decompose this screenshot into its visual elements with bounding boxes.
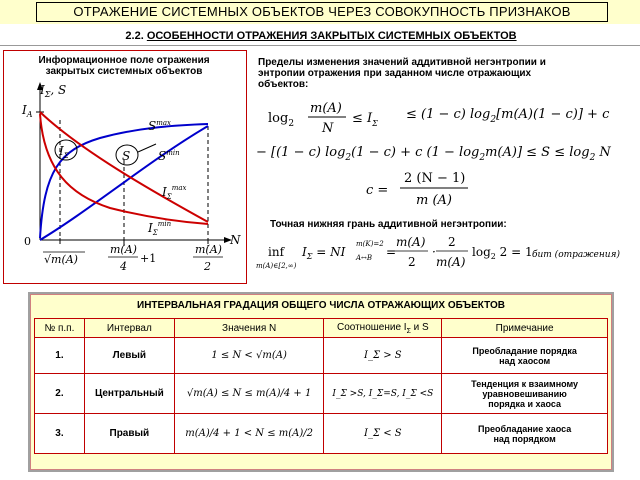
table-row [35, 374, 608, 414]
header-interval: Интервал [84, 319, 174, 338]
gradation-table [34, 318, 608, 454]
bounds-line2: − [(1 − c) $\log_2(1 - c) + c$ $(1 - \log_2m(A)] \le S \le \log_2 N$ [256, 145, 611, 163]
row-note: Тенденция к взаимному уравновешиванию порядка и хаоса [442, 374, 608, 414]
formula-intro-line1: Пределы изменения значений аддитивной негэнтропии и [258, 57, 546, 68]
formula-intro-line2: энтропии отражения при заданном числе отражающих [258, 68, 532, 79]
circle-i-label: $I_\Sigma$ [59, 144, 69, 160]
s-min-curve [40, 126, 208, 240]
inf-sub: m(A)∈[2,∞) [256, 262, 297, 270]
row-note: Преобладание порядка над хаосом [442, 338, 608, 374]
row-values: 1 ≤ N < √m(A) [174, 338, 324, 374]
formula-intro [258, 57, 608, 90]
inf-unit: бит (отражения) [532, 250, 621, 260]
inf-word: inf [268, 245, 285, 259]
bounds-line1-frac-den: N [322, 121, 334, 136]
row-ratio: I_Σ > S [324, 338, 442, 374]
bounds-line1-upper: ≤ (1 − c) $\log_2[m(A)(1 - c)] + c$ [406, 107, 610, 125]
inf-sub2: A↔B [356, 254, 373, 262]
inf-sup: m(K)=2 [356, 240, 384, 248]
graph-caption-line2: закрытых системных объектов [45, 66, 203, 77]
ia-label: $I_A$ [22, 103, 33, 119]
row-ratio: I_Σ >S, I_Σ=S, I_Σ <S [324, 374, 442, 414]
header-values: Значения N [174, 319, 324, 338]
s-max-label: $S^{max}$ [148, 119, 171, 133]
graph-caption-line1: Информационное поле отражения [38, 55, 210, 66]
gradation-table-frame [28, 292, 614, 472]
row-ratio: I_Σ < S [324, 414, 442, 454]
header-num: № п.п. [35, 319, 85, 338]
c-num: 2 (N − 1) [404, 171, 466, 186]
s-min-label: $S^{min}$ [158, 149, 180, 163]
section-title: ОСОБЕННОСТИ ОТРАЖЕНИЯ ЗАКРЫТЫХ СИСТЕМНЫХ ОБЪЕКТОВ [146, 30, 517, 42]
bounds-line1-frac-num: m(A) [310, 101, 342, 116]
bounds-line1-i: ≤ $I_\Sigma$ [352, 111, 378, 128]
inf-eq: = [386, 245, 397, 259]
y-axis-label: $I_\Sigma$, S [40, 83, 67, 99]
table-row [35, 414, 608, 454]
lower-bound-formula [250, 230, 640, 280]
row-num: 2. [35, 374, 85, 414]
section-number: 2.2. [125, 30, 144, 42]
tick-half-den: 2 [204, 260, 211, 273]
row-values: m(A)/4 + 1 < N ≤ m(A)/2 [174, 414, 324, 454]
tick-half-num: m(A) [195, 243, 222, 256]
inf-i: $I_\Sigma$ = NI [302, 245, 346, 261]
inf-dot: · [432, 245, 436, 259]
x-axis-label: N [230, 233, 241, 247]
origin-label: 0 [24, 235, 31, 248]
inf-frac1-den: 2 [408, 255, 416, 269]
tick-quarter-plus: +1 [140, 252, 157, 265]
row-num: 3. [35, 414, 85, 454]
tick-quarter-num: m(A) [110, 243, 137, 256]
table-row [35, 338, 608, 374]
table-title: ИНТЕРВАЛЬНАЯ ГРАДАЦИЯ ОБЩЕГО ЧИСЛА ОТРАЖАЮЩИХ ОБЪЕКТОВ [137, 300, 505, 311]
row-interval: Центральный [84, 374, 174, 414]
i-max-label: $I_\Sigma^{max}$ [162, 184, 187, 201]
circle-s-label: S [122, 149, 131, 163]
formula-intro-line3: объектов: [258, 79, 309, 90]
tick-sqrt-label: √m(A) [44, 253, 78, 266]
header-ratio: Соотношение $I_\Sigma$ и S [324, 319, 442, 338]
tick-quarter-den: 4 [120, 260, 127, 273]
c-den: m (A) [416, 193, 452, 208]
row-note: Преобладание хаоса над порядком [442, 414, 608, 454]
table-header-row [35, 319, 608, 338]
inf-frac2-den: m(A) [436, 255, 466, 269]
information-field-graph [0, 0, 250, 290]
row-interval: Левый [84, 338, 174, 374]
lower-bound-title: Точная нижняя грань аддитивной негэнтропии: [270, 219, 507, 230]
row-values: √m(A) ≤ N ≤ m(A)/4 + 1 [174, 374, 324, 414]
bounds-line1-log: $\log_2$ [268, 111, 295, 129]
inf-frac2-num: 2 [448, 235, 456, 249]
row-num: 1. [35, 338, 85, 374]
i-min-label: $I_\Sigma^{min}$ [148, 220, 172, 237]
inf-tail: $\log_2 2 = 1$ [472, 245, 533, 261]
c-lhs: c = [366, 183, 389, 198]
inf-frac1-num: m(A) [396, 235, 426, 249]
header-note: Примечание [442, 319, 608, 338]
slide-title: ОТРАЖЕНИЕ СИСТЕМНЫХ ОБЪЕКТОВ ЧЕРЕЗ СОВОКУПНОСТЬ ПРИЗНАКОВ [36, 2, 608, 22]
row-interval: Правый [84, 414, 174, 454]
